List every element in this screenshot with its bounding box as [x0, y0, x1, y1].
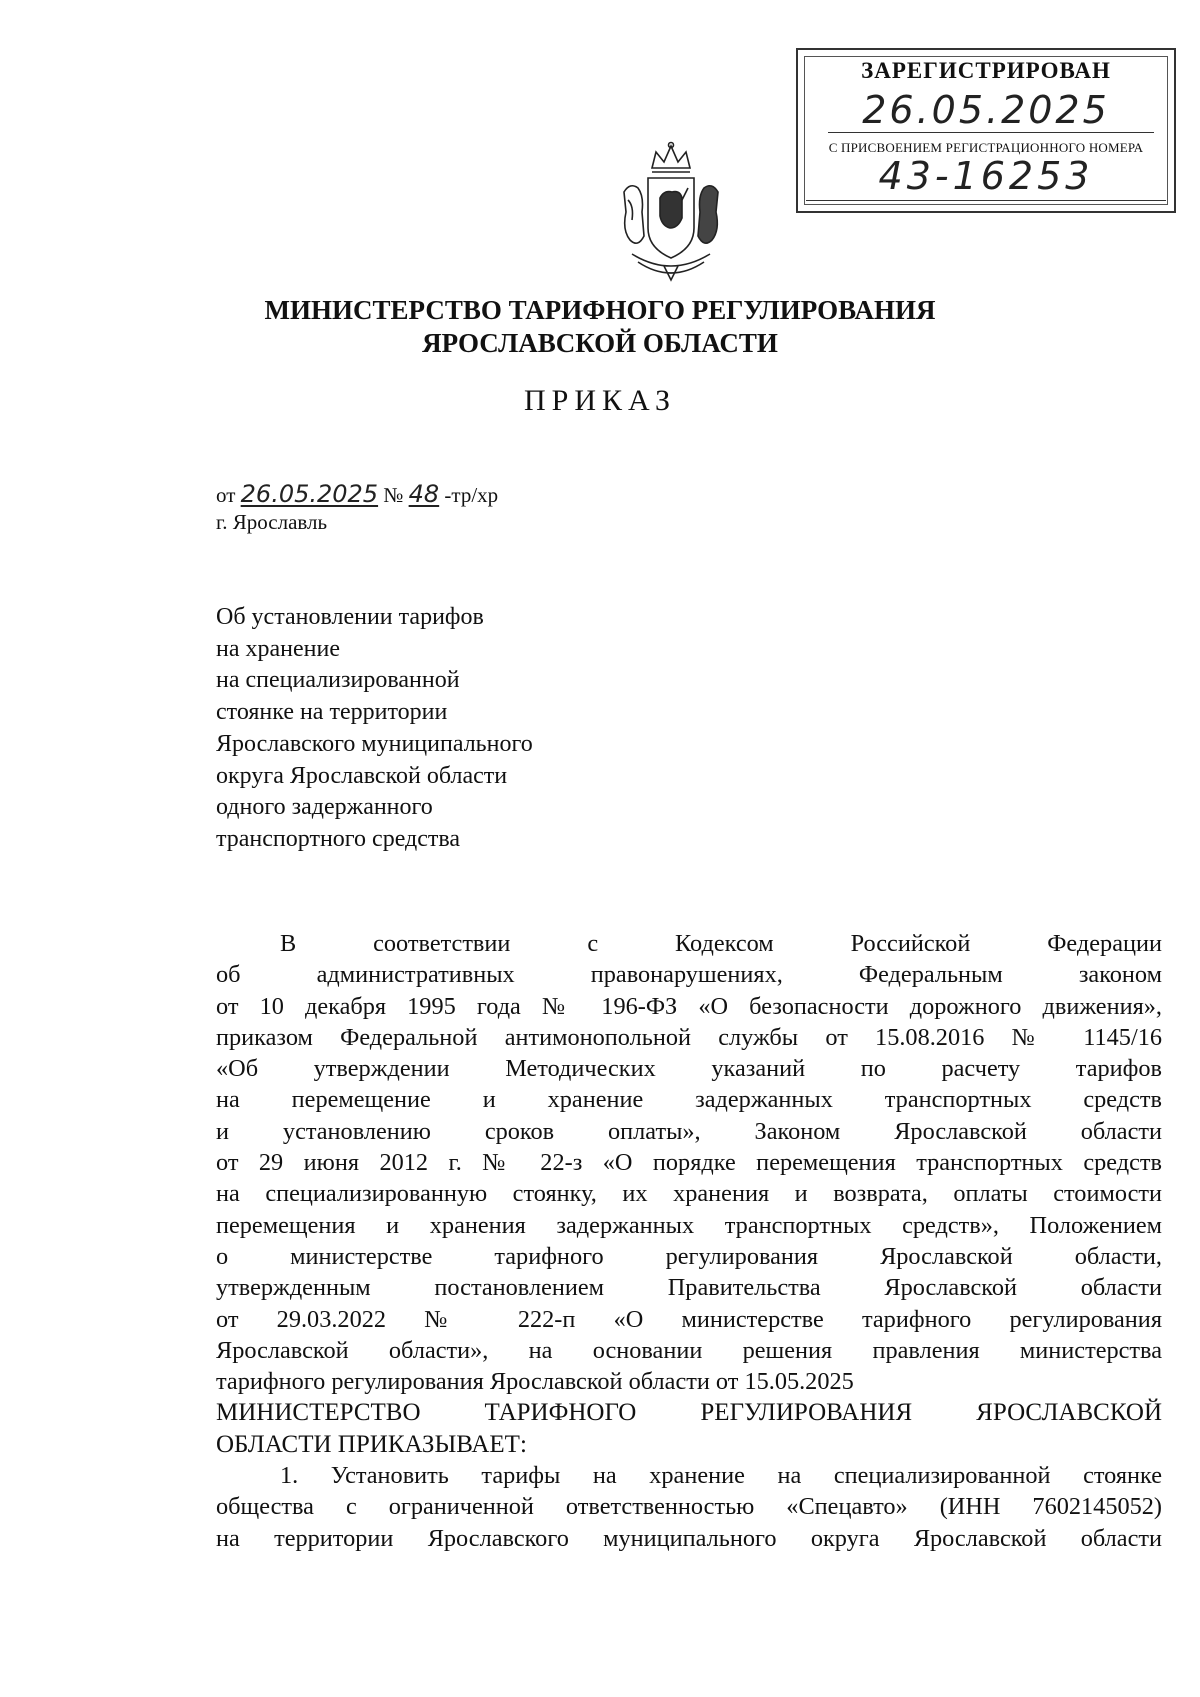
body-line: утвержденным постановлением Правительства Ярославской области — [216, 1274, 1162, 1302]
stamp-divider — [828, 132, 1154, 133]
subject-line: стоянке на территории — [216, 699, 448, 726]
subject-line: одного задержанного — [216, 794, 433, 821]
body-line-caps: МИНИСТЕРСТВО ТАРИФНОГО РЕГУЛИРОВАНИЯ ЯРОСЛАВСКОЙ — [216, 1399, 1162, 1427]
order-subject — [216, 602, 533, 856]
body-line: на перемещение и хранение задержанных транспортных средств — [216, 1086, 1162, 1114]
body-line: приказом Федеральной антимонопольной службы от 15.08.2016 № 1145/16 — [216, 1023, 1162, 1051]
document-type-title: ПРИКАЗ — [524, 384, 676, 417]
body-line: тарифного регулирования Ярославской области от 15.05.2025 — [216, 1368, 854, 1396]
subject-line: округа Ярославской области — [216, 762, 508, 789]
order-date: 26.05.2025 — [240, 480, 379, 508]
body-line: перемещения и хранения задержанных транспортных средств», Положением — [216, 1211, 1162, 1239]
body-line: от 29 июня 2012 г. № 22-з «О порядке перемещения транспортных средств — [216, 1149, 1162, 1177]
order-number-sign: № — [383, 483, 404, 507]
registration-stamp — [796, 48, 1176, 213]
stamp-caption: С ПРИСВОЕНИЕМ РЕГИСТРАЦИОННОГО НОМЕРА — [828, 140, 1144, 155]
body-line: об административных правонарушениях, Федеральным законом — [216, 961, 1162, 989]
subject-line: Об установлении тарифов — [216, 604, 484, 630]
order-from-label: от — [216, 483, 236, 507]
body-line-caps: ОБЛАСТИ ПРИКАЗЫВАЕТ: — [216, 1430, 527, 1458]
subject-line: на хранение — [216, 635, 340, 662]
body-line: В соответствии с Кодексом Российской Федерации — [280, 930, 1162, 957]
body-line: 1. Установить тарифы на хранение на специализированной стоянке — [280, 1462, 1162, 1490]
body-line: на специализированную стоянку, их хранения и возврата, оплаты стоимости — [216, 1180, 1162, 1208]
order-number-suffix: -тр/хр — [444, 483, 499, 507]
body-line: о министерстве тарифного регулирования Ярославской области, — [216, 1242, 1162, 1270]
body-line: и установлению сроков оплаты», Законом Ярославской области — [216, 1117, 1162, 1145]
body-line: на территории Ярославского муниципального округа Ярославской области — [216, 1524, 1162, 1552]
body-line: Ярославской области», на основании решения правления министерства — [216, 1336, 1162, 1364]
stamp-date: 26.05.2025 — [862, 88, 1110, 132]
order-city: г. Ярославль — [216, 510, 328, 534]
body-line: общества с ограниченной ответственностью «Спецавто» (ИНН 7602145052) — [216, 1493, 1162, 1521]
subject-line: Ярославского муниципального — [216, 730, 533, 757]
subject-line: транспортного средства — [216, 825, 461, 852]
subject-line: на специализированной — [216, 667, 460, 694]
ministry-name-line2: ЯРОСЛАВСКОЙ ОБЛАСТИ — [422, 328, 778, 358]
order-body — [216, 928, 1162, 1554]
coat-of-arms-icon — [612, 140, 730, 285]
body-line: «Об утверждении Методических указаний по расчету тарифов — [216, 1055, 1162, 1083]
body-line: от 29.03.2022 № 222-п «О министерстве тарифного регулирования — [216, 1305, 1162, 1333]
stamp-registration-number: 43-16253 — [878, 154, 1094, 198]
body-line: от 10 декабря 1995 года № 196-ФЗ «О безопасности дорожного движения», — [216, 992, 1162, 1020]
stamp-bottom-line — [806, 200, 1166, 201]
order-number: 48 — [408, 480, 440, 508]
ministry-name-line1: МИНИСТЕРСТВО ТАРИФНОГО РЕГУЛИРОВАНИЯ — [264, 295, 936, 325]
order-dateline — [216, 480, 498, 508]
stamp-title: ЗАРЕГИСТРИРОВАН — [861, 58, 1111, 83]
